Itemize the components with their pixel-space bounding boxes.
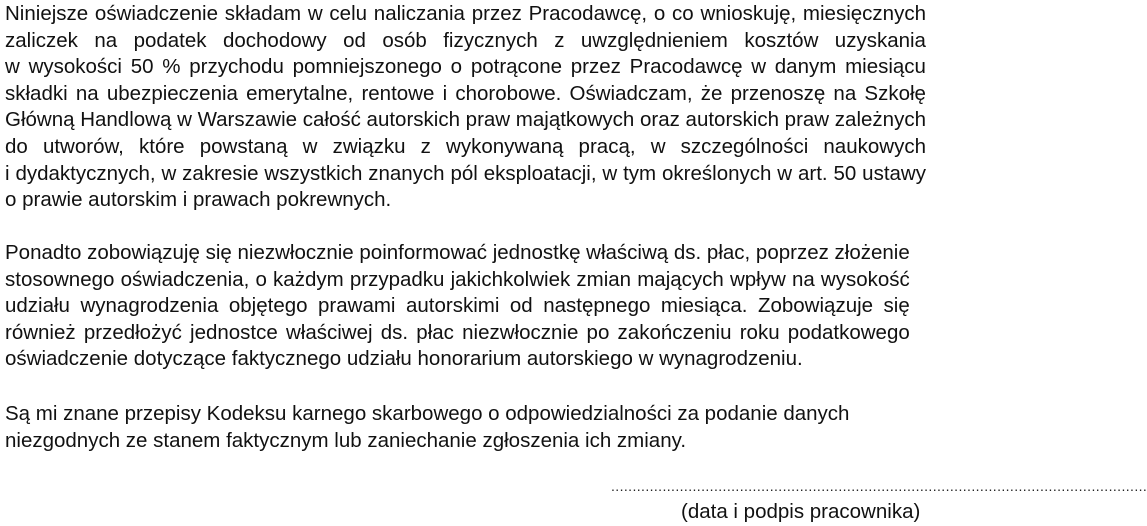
text-line: zaliczek na podatek dochodowy od osób fizycznych z uwzględnieniem kosztów uzyskania: [5, 28, 926, 52]
text-line: Główną Handlową w Warszawie całość autorskich praw majątkowych oraz autorskich praw zależnych: [5, 108, 926, 132]
signature-caption: (data i podpis pracownika): [681, 500, 921, 523]
obligation-paragraph: [5, 240, 910, 373]
text-line: Są mi znane przepisy Kodeksu karnego skarbowego o odpowiedzialności za podanie danych: [5, 402, 850, 425]
text-line: niezgodnych ze stanem faktycznym lub zaniechanie zgłoszenia ich zmiany.: [5, 428, 687, 452]
text-line: o prawie autorskim i prawach pokrewnych.: [5, 188, 392, 212]
text-line: udziału wynagrodzenia objętego prawami autorskimi od następnego miesiąca. Zobowiązuje się: [5, 294, 910, 318]
text-line: Ponadto zobowiązuję się niezwłocznie poinformować jednostkę właściwą ds. płac, poprzez złożenie: [5, 241, 910, 264]
text-line: Niniejsze oświadczenie składam w celu naliczania przez Pracodawcę, o co wnioskuję, miesięcznych: [5, 2, 926, 25]
legal-awareness-paragraph: [5, 401, 849, 454]
text-line: oświadczenie dotyczące faktycznego udziału honorarium autorskiego w wynagrodzeniu.: [5, 347, 803, 371]
text-line: w wysokości 50 % przychodu pomniejszonego o potrącone przez Pracodawcę w danym miesiącu: [5, 55, 926, 79]
text-line: składki na ubezpieczenia emerytalne, rentowe i chorobowe. Oświadczam, że przenoszę na Szkołę: [5, 81, 926, 105]
signature-line: .............................................................................................................................: [611, 478, 1147, 494]
text-line: i dydaktycznych, w zakresie wszystkich znanych pól eksploatacji, w tym określonych w art. 50 ustawy: [5, 161, 926, 185]
text-line: stosownego oświadczenia, o każdym przypadku jakichkolwiek zmian mających wpływ na wysokość: [5, 267, 910, 291]
text-line: również przedłożyć jednostce właściwej ds. płac niezwłocznie po zakończeniu roku podatkowego: [5, 320, 910, 344]
text-line: do utworów, które powstaną w związku z wykonywaną pracą, w szczególności naukowych: [5, 134, 926, 158]
declaration-paragraph: [5, 1, 926, 214]
